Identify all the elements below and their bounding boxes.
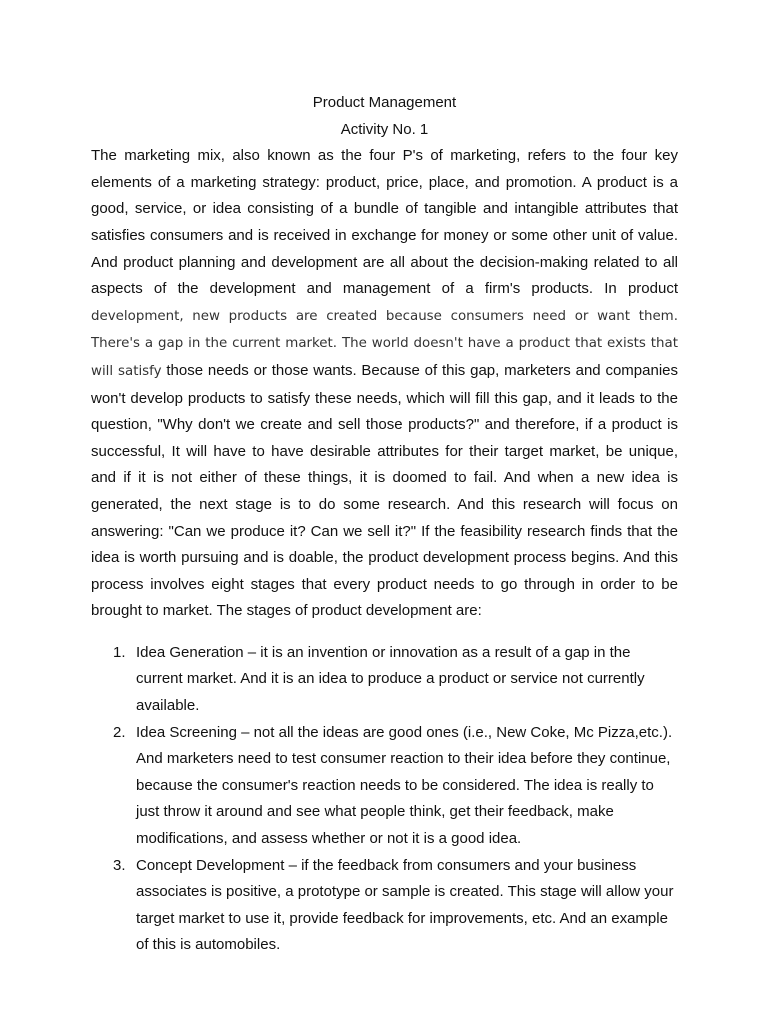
document-page: [91, 90, 678, 959]
list-item-text: Idea Generation – it is an invention or innovation as a result of a gap in the current market. And it is an idea to produce a product or service not currently available.: [136, 643, 645, 715]
document-title: Product Management: [312, 94, 457, 111]
list-item-number: 1.: [113, 643, 126, 661]
paragraph-text-part2: development, new products are created because consumers need or want them. There's a gap in the current market. The world doesn't have a product that exists that will satisfy: [91, 308, 678, 379]
paragraph-text-part3: those needs or those wants. Because of this gap, marketers and companies won't develop products to satisfy these needs, which will fill this gap, and it leads to the question, "Why don't we create and sell those products?" and therefore, if a product is successful, It will have to have desirable attributes for their target market, be unique, and if it is not either of these things, it is doomed to fail. And when a new idea is generated, the next stage is to do some research. And this research will focus on answering: "Can we produce it? Can we sell it?" If the feasibility research finds that the idea is worth pursuing and is doable, the product development process begins. And this process involves eight stages that every product needs to go through in order to be brought to market. The stages of product development are:: [91, 361, 678, 620]
list-item-text: Idea Screening – not all the ideas are good ones (i.e., New Coke, Mc Pizza,etc.). And marketers need to test consumer reaction to their idea before they continue, because the consumer's reaction needs to be considered. The idea is really to just throw it around and see what people think, get their feedback, make modifications, and assess whether or not it is a good idea.: [136, 723, 673, 848]
list-item: [91, 853, 678, 959]
list-item: [91, 640, 678, 720]
list-item-number: 3.: [113, 856, 126, 874]
paragraph-text-part1: The marketing mix, also known as the four P's of marketing, refers to the four key elements of a marketing strategy: product, price, place, and promotion. A product is a good, service, or idea consisting of a bundle of tangible and intangible attributes that satisfies consumers and is received in exchange for money or some other unit of value. And product planning and development are all about the decision-making related to all aspects of the development and management of a firm's products. In product: [91, 147, 678, 298]
list-item-number: 2.: [113, 723, 126, 741]
product-development-stages-list: [91, 640, 678, 959]
list-item-text: Concept Development – if the feedback from consumers and your business associates is positive, a prototype or sample is created. This stage will allow your target market to use it, provide feedback for improvements, etc. And an example of this is automobiles.: [136, 856, 674, 954]
list-item: [91, 720, 678, 853]
document-subtitle: Activity No. 1: [340, 120, 429, 138]
intro-paragraph: [91, 143, 678, 625]
